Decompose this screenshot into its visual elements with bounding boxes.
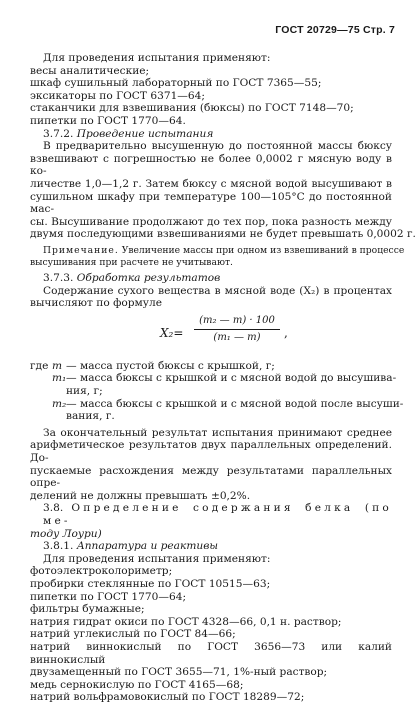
- note-text: высушивания при расчете не учитывают.: [30, 256, 233, 268]
- paragraph-line: арифметическое результатов двух параллельных определений. До-: [30, 439, 392, 465]
- definition-prefix: [30, 372, 52, 385]
- equipment-item: шкаф сушильный лабораторный по ГОСТ 7365—55;: [30, 77, 322, 90]
- definition-row: [30, 410, 392, 423]
- section-heading-3-8: [30, 502, 392, 527]
- page-header: ГОСТ 20729—75 Стр. 7: [275, 24, 395, 36]
- reagent-item: фильтры бумажные;: [30, 603, 145, 616]
- definition-text: масса бюксы с крышкой и с мясной водой после высуши-: [79, 397, 404, 410]
- definition-dash: —: [66, 372, 77, 385]
- reagent-item: медь сернокислую по ГОСТ 4165—68;: [30, 678, 244, 691]
- section-title: Обработка результатов: [76, 272, 221, 285]
- section-heading-3-7-3: [30, 272, 392, 285]
- formula-lhs: X₂=: [160, 325, 184, 340]
- equipment-item: весы аналитические;: [30, 64, 150, 77]
- definition-row: [30, 397, 404, 411]
- equipment-item: стаканчики для взвешивания (бюксы) по ГОСТ 7148—70;: [30, 102, 354, 115]
- paragraph-line: личестве 1,0—1,2 г. Затем бюксу с мясной водой высушивают в: [30, 177, 392, 190]
- definition-row: [30, 360, 392, 373]
- reagent-item: фотоэлектроколориметр;: [30, 565, 173, 578]
- definition-prefix: [30, 398, 52, 411]
- paragraph-line: пускаемые расхождения между результатами параллельных опре-: [30, 464, 392, 490]
- section-heading-3-7-2: [30, 128, 392, 141]
- formula: [30, 314, 392, 354]
- paragraph-line: За окончательный результат испытания принимают среднее: [43, 426, 392, 439]
- result-paragraph: [30, 427, 392, 503]
- section-title: Аппаратура и реактивы: [76, 540, 218, 553]
- section-number: 3.7.2.: [43, 127, 74, 140]
- paragraph-line: В предварительно высушенную до постоянной массы бюксу: [43, 140, 392, 153]
- note-text: Увеличение массы при одном из взвешиваний в процессе: [121, 244, 405, 256]
- formula-denominator: (m₁ — m): [213, 331, 261, 343]
- reagents-list: [30, 553, 392, 704]
- variable-definitions: [30, 359, 404, 423]
- section-title: Определение содержания белка (по ме-: [43, 502, 393, 527]
- page-content: [30, 52, 416, 704]
- note-block: [30, 244, 405, 268]
- definition-prefix: [30, 410, 52, 423]
- paragraph-line: взвешивают с погрешностью не более 0,0002 г мясную воду в ко-: [30, 152, 392, 178]
- definition-row: [30, 372, 397, 385]
- definition-text: вания, г.: [66, 410, 115, 423]
- definition-variable: m₁: [52, 372, 67, 385]
- paragraph-line: делений не должны превышать ±0,2%.: [30, 489, 251, 502]
- paragraph-line: вычисляют по формуле: [30, 297, 162, 310]
- definition-prefix: где: [30, 359, 49, 372]
- reagent-item: пипетки по ГОСТ 1770—64;: [30, 590, 187, 603]
- formula-tail: ,: [284, 325, 288, 340]
- paragraph-line: Содержание сухого вещества в мясной воде (X₂) в процентах: [43, 284, 392, 297]
- definition-row: [30, 385, 392, 398]
- definition-text: ния, г;: [66, 385, 103, 398]
- equipment-block: [30, 52, 392, 128]
- definition-dash: —: [66, 397, 77, 410]
- reagents-intro: Для проведения испытания применяют:: [43, 552, 271, 565]
- definition-variable: [52, 410, 66, 423]
- section-title-continued: тоду Лоури): [30, 527, 102, 540]
- definition-variable: [52, 385, 66, 398]
- equipment-intro: Для проведения испытания применяют:: [43, 52, 271, 64]
- procedure-paragraph: [30, 140, 416, 241]
- paragraph-line: сушильном шкафу при температуре 100—105°С до постоянной мас-: [30, 190, 392, 216]
- formula-fraction: [194, 314, 280, 345]
- section-number: 3.7.3.: [43, 272, 74, 285]
- section-title: Проведение испытания: [76, 127, 214, 140]
- reagent-item: пробирки стеклянные по ГОСТ 10515—63;: [30, 577, 271, 590]
- reagent-item: двузамещенный по ГОСТ 3655—71, 1%-ный раствор;: [30, 666, 328, 679]
- definition-dash: —: [66, 359, 77, 372]
- reagent-item: натрий углекислый по ГОСТ 84—66;: [30, 628, 236, 641]
- reagent-item: натрий вольфрамовокислый по ГОСТ 18289—72;: [30, 691, 305, 704]
- note-label: Примечание.: [43, 244, 119, 256]
- fraction-bar: [194, 329, 280, 330]
- paragraph-line: двумя последующими взвешиваниями не будет превышать 0,0002 г.: [30, 228, 416, 241]
- equipment-item: пипетки по ГОСТ 1770—64.: [30, 114, 186, 127]
- definition-variable: m₂: [52, 397, 67, 410]
- reagent-item: натрий виннокислый по ГОСТ 3656—73 или калий виннокислый: [30, 640, 392, 666]
- section-number: 3.8.: [43, 502, 64, 515]
- definition-prefix: [30, 385, 52, 398]
- section-number: 3.8.1.: [43, 540, 74, 553]
- formula-numerator: (m₂ — m) · 100: [199, 314, 275, 326]
- definition-text: масса бюксы с крышкой и с мясной водой до высушива-: [79, 372, 397, 385]
- equipment-item: эксикаторы по ГОСТ 6371—64;: [30, 89, 205, 102]
- reagent-item: натрия гидрат окиси по ГОСТ 4328—66, 0,1 н. раствор;: [30, 615, 342, 628]
- section-heading-3-8-1: [30, 540, 392, 553]
- definition-text: масса пустой бюксы с крышкой, г;: [79, 359, 275, 372]
- definition-variable: m: [52, 359, 63, 372]
- paragraph-line: сы. Высушивание продолжают до тех пор, пока разность между: [30, 215, 392, 228]
